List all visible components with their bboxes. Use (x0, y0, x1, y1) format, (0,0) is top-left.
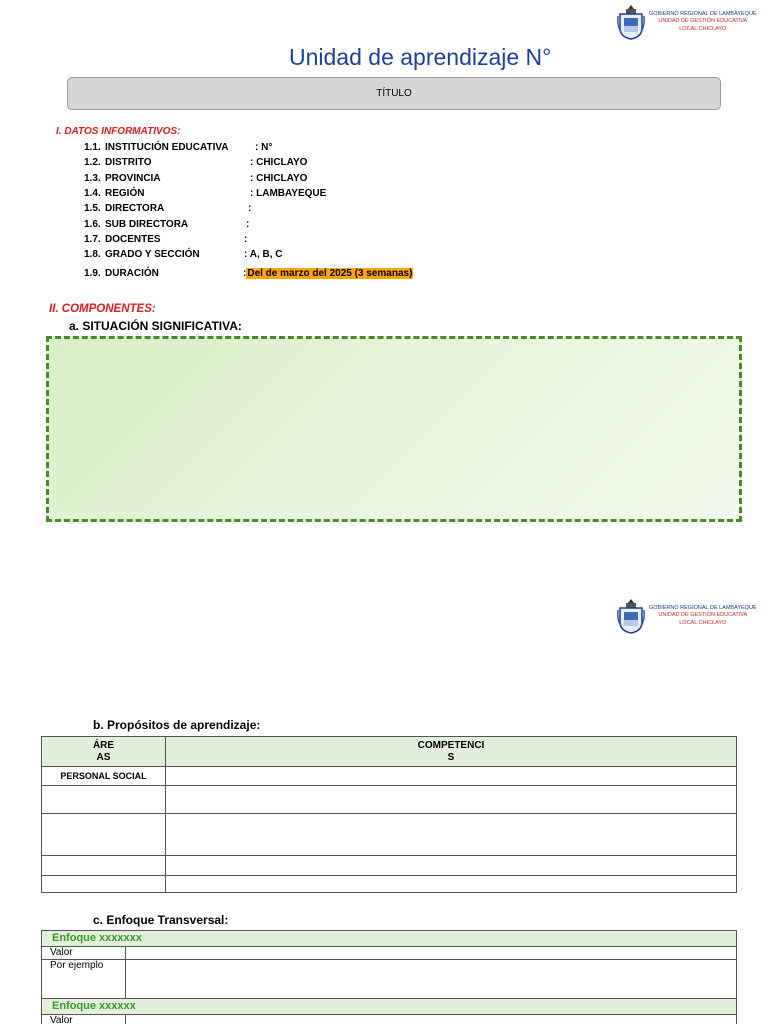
info-label: DURACIÓN (105, 268, 159, 279)
table-cell[interactable] (166, 814, 737, 856)
info-value: : N° (255, 142, 273, 153)
propositos-heading: b. Propósitos de aprendizaje: (93, 718, 261, 732)
info-label: DISTRITO (105, 157, 152, 168)
table-cell[interactable] (166, 767, 737, 786)
enfoque-title-row (42, 999, 737, 1015)
info-value: : A, B, C (244, 249, 283, 260)
logo-line-3: LOCAL CHICLAYO (679, 25, 727, 32)
enfoque-title-row (42, 931, 737, 947)
info-num: 1.4. (84, 188, 101, 199)
col-header-competencias-text: COMPETENCI S (417, 739, 485, 763)
table-cell[interactable] (166, 876, 737, 893)
info-label: REGIÓN (105, 188, 145, 199)
info-row (84, 171, 308, 186)
regional-seal-icon (617, 4, 645, 40)
info-value: : CHICLAYO (250, 157, 308, 168)
info-num: 1.7. (84, 234, 101, 245)
enfoque-row (42, 1015, 737, 1024)
logo-line-1: GOBIERNO REGIONAL DE LAMBAYEQUE (649, 10, 757, 17)
table-cell[interactable]: PERSONAL SOCIAL (42, 767, 166, 786)
logo-line-2: UNIDAD DE GESTIÓN EDUCATIVA (658, 612, 748, 619)
info-value: : (244, 234, 248, 245)
table-cell[interactable] (166, 856, 737, 876)
duration-value (243, 268, 413, 279)
enfoque-cell-value[interactable] (126, 1015, 737, 1024)
info-num: 1.3. (84, 173, 101, 184)
enfoque-title: Enfoque xxxxxx (42, 999, 737, 1015)
table-cell[interactable] (42, 814, 166, 856)
col-header-areas (42, 737, 166, 767)
info-value: : CHICLAYO (250, 173, 308, 184)
info-num: 1.5. (84, 203, 101, 214)
table-cell[interactable] (42, 876, 166, 893)
info-row (84, 266, 413, 281)
purposes-table (41, 736, 737, 893)
header-logo (617, 4, 757, 40)
enfoque-cell-value[interactable] (126, 960, 737, 999)
info-row (84, 232, 248, 247)
table-cell[interactable] (42, 856, 166, 876)
info-value: : LAMBAYEQUE (250, 188, 327, 199)
page-title: Unidad de aprendizaje N° (289, 44, 552, 70)
enfoque-cell-label: Por ejemplo (42, 960, 126, 999)
info-label: GRADO Y SECCIÓN (105, 249, 200, 260)
enfoque-row (42, 947, 737, 960)
col-header-areas-text: ÁRE AS (92, 739, 115, 763)
enfoque-heading: c. Enfoque Transversal: (93, 913, 229, 927)
table-cell[interactable] (166, 786, 737, 814)
duration-highlight: Del de marzo del 2025 (3 semanas) (247, 268, 413, 279)
regional-seal-icon (617, 598, 645, 634)
title-box (67, 77, 721, 110)
table-header-row (42, 737, 737, 767)
info-value: : (248, 203, 252, 214)
info-row (84, 217, 250, 232)
info-label: INSTITUCIÓN EDUCATIVA (105, 142, 229, 153)
table-row (42, 786, 737, 814)
situacion-significativa-box[interactable] (46, 336, 742, 522)
info-label: SUB DIRECTORA (105, 219, 189, 230)
info-row (84, 155, 308, 170)
info-num: 1.9. (84, 268, 101, 279)
enfoque-row (42, 960, 737, 999)
info-value: : (246, 219, 250, 230)
table-cell[interactable] (42, 786, 166, 814)
info-label: DIRECTORA (105, 203, 165, 214)
title-placeholder: TÍTULO (376, 88, 412, 99)
info-num: 1.1. (84, 142, 101, 153)
col-header-competencias (166, 737, 737, 767)
logo-line-1: GOBIERNO REGIONAL DE LAMBAYEQUE (649, 604, 757, 611)
duration-colon: : (243, 268, 247, 279)
table-row (42, 814, 737, 856)
info-label: PROVINCIA (105, 173, 161, 184)
info-num: 1.6. (84, 219, 101, 230)
situacion-heading: a. SITUACIÓN SIGNIFICATIVA: (69, 319, 242, 333)
info-num: 1.8. (84, 249, 101, 260)
enfoque-cell-label: Valor (42, 1015, 126, 1024)
section-datos-heading: I. DATOS INFORMATIVOS: (56, 126, 181, 137)
enfoque-title: Enfoque xxxxxxx (42, 931, 737, 947)
section-componentes-heading: II. COMPONENTES: (49, 303, 156, 315)
header-logo-2 (617, 598, 757, 634)
table-row (42, 856, 737, 876)
enfoque-cell-value[interactable] (126, 947, 737, 960)
info-num: 1.2. (84, 157, 101, 168)
logo-line-3: LOCAL CHICLAYO (679, 619, 727, 626)
table-row (42, 767, 737, 786)
info-row (84, 201, 252, 216)
info-row (84, 186, 327, 201)
enfoque-cell-label: Valor (42, 947, 126, 960)
info-row (84, 247, 283, 262)
enfoque-table (41, 930, 737, 1024)
table-row (42, 876, 737, 893)
logo-line-2: UNIDAD DE GESTIÓN EDUCATIVA (658, 18, 748, 25)
info-row (84, 140, 273, 155)
info-label: DOCENTES (105, 234, 161, 245)
